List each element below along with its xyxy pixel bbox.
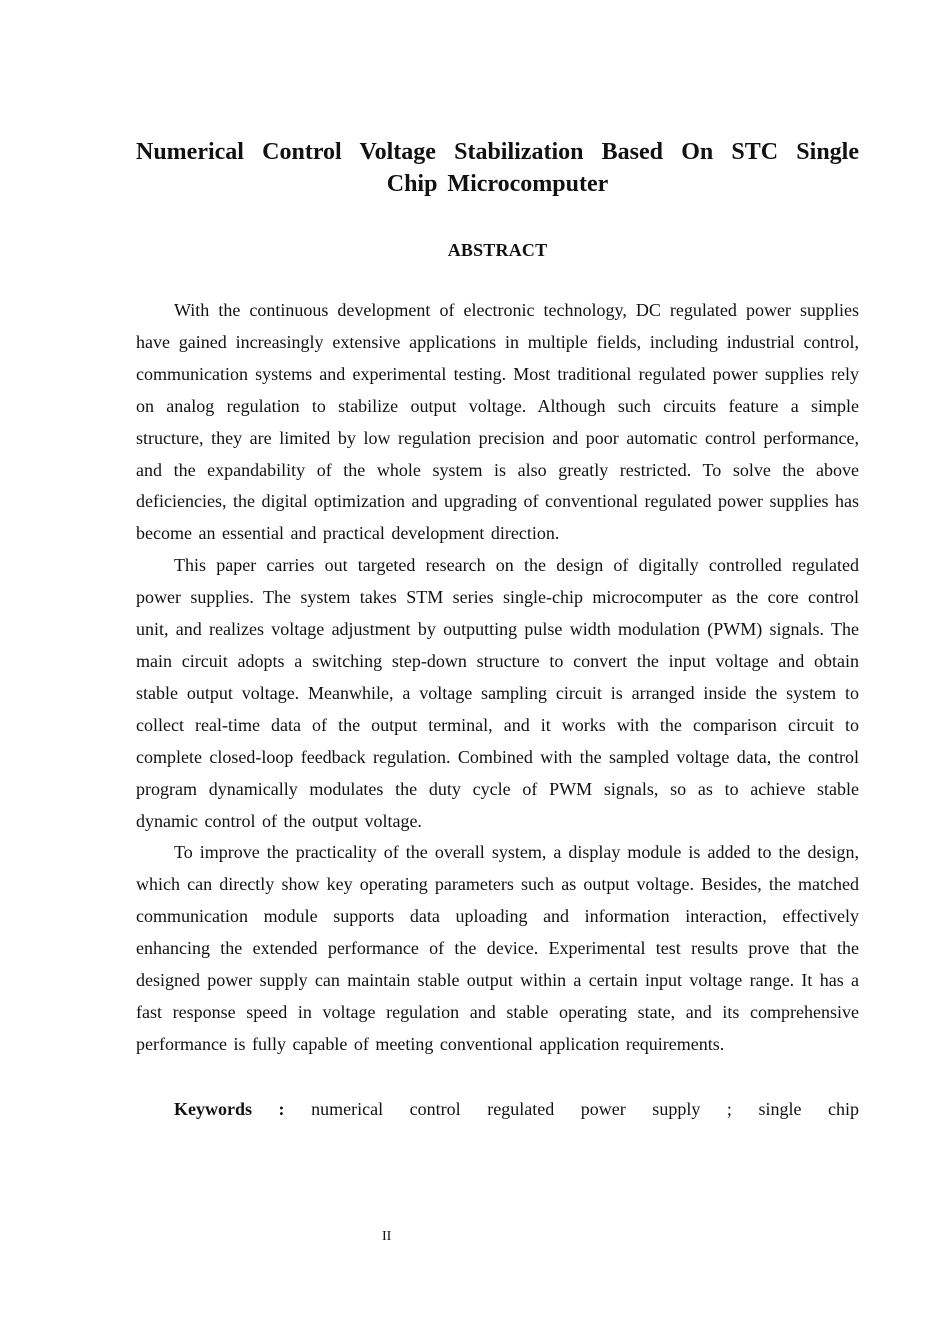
abstract-paragraph-2: This paper carries out targeted research on the design of digitally controlled regulated power supplies. The system takes STM series single-chip microcomputer as the core control unit, and realizes voltage adjustment by outputting pulse width modulation (PWM) signals. The main circuit adopts a switching step-down structure to convert the input voltage and obtain stable output voltage. Meanwhile, a voltage sampling circuit is arranged inside the system to collect real-time data of the output terminal, and it works with the comparison circuit to complete closed-loop feedback regulation. Combined with the sampled voltage data, the control program dynamically modulates the duty cycle of PWM signals, so as to achieve stable dynamic control of the output voltage. bbox=[136, 555, 859, 831]
page-number: II bbox=[382, 1229, 392, 1244]
keywords-line bbox=[136, 1093, 859, 1125]
keywords-label: Keywords : bbox=[174, 1098, 285, 1119]
paper-title-line-2: Chip Microcomputer bbox=[386, 171, 609, 197]
abstract-paragraph-1: With the continuous development of electronic technology, DC regulated power supplies have gained increasingly extensive applications in multiple fields, including industrial control, communication systems and experimental testing. Most traditional regulated power supplies rely on analog regulation to stabilize output voltage. Although such circuits feature a simple structure, they are limited by low regulation precision and poor automatic control performance, and the expandability of the whole system is also greatly restricted. To solve the above deficiencies, the digital optimization and upgrading of conventional regulated power supplies has become an essential and practical development direction. bbox=[136, 300, 859, 544]
paper-title bbox=[136, 136, 859, 200]
abstract-body bbox=[136, 295, 859, 1061]
keywords-text: numerical control regulated power supply ; single chip bbox=[311, 1098, 860, 1119]
abstract-heading: ABSTRACT bbox=[447, 240, 548, 260]
paper-title-line-1: Numerical Control Voltage Stabilization Based On STC Single bbox=[136, 139, 859, 165]
page-content bbox=[136, 136, 859, 1125]
abstract-paragraph-3: To improve the practicality of the overall system, a display module is added to the design, which can directly show key operating parameters such as output voltage. Besides, the matched communication module supports data uploading and information interaction, effectively enhancing the extended performance of the device. Experimental test results prove that the designed power supply can maintain stable output within a certain input voltage range. It has a fast response speed in voltage regulation and stable operating state, and its comprehensive performance is fully capable of meeting conventional application requirements. bbox=[136, 842, 859, 1054]
